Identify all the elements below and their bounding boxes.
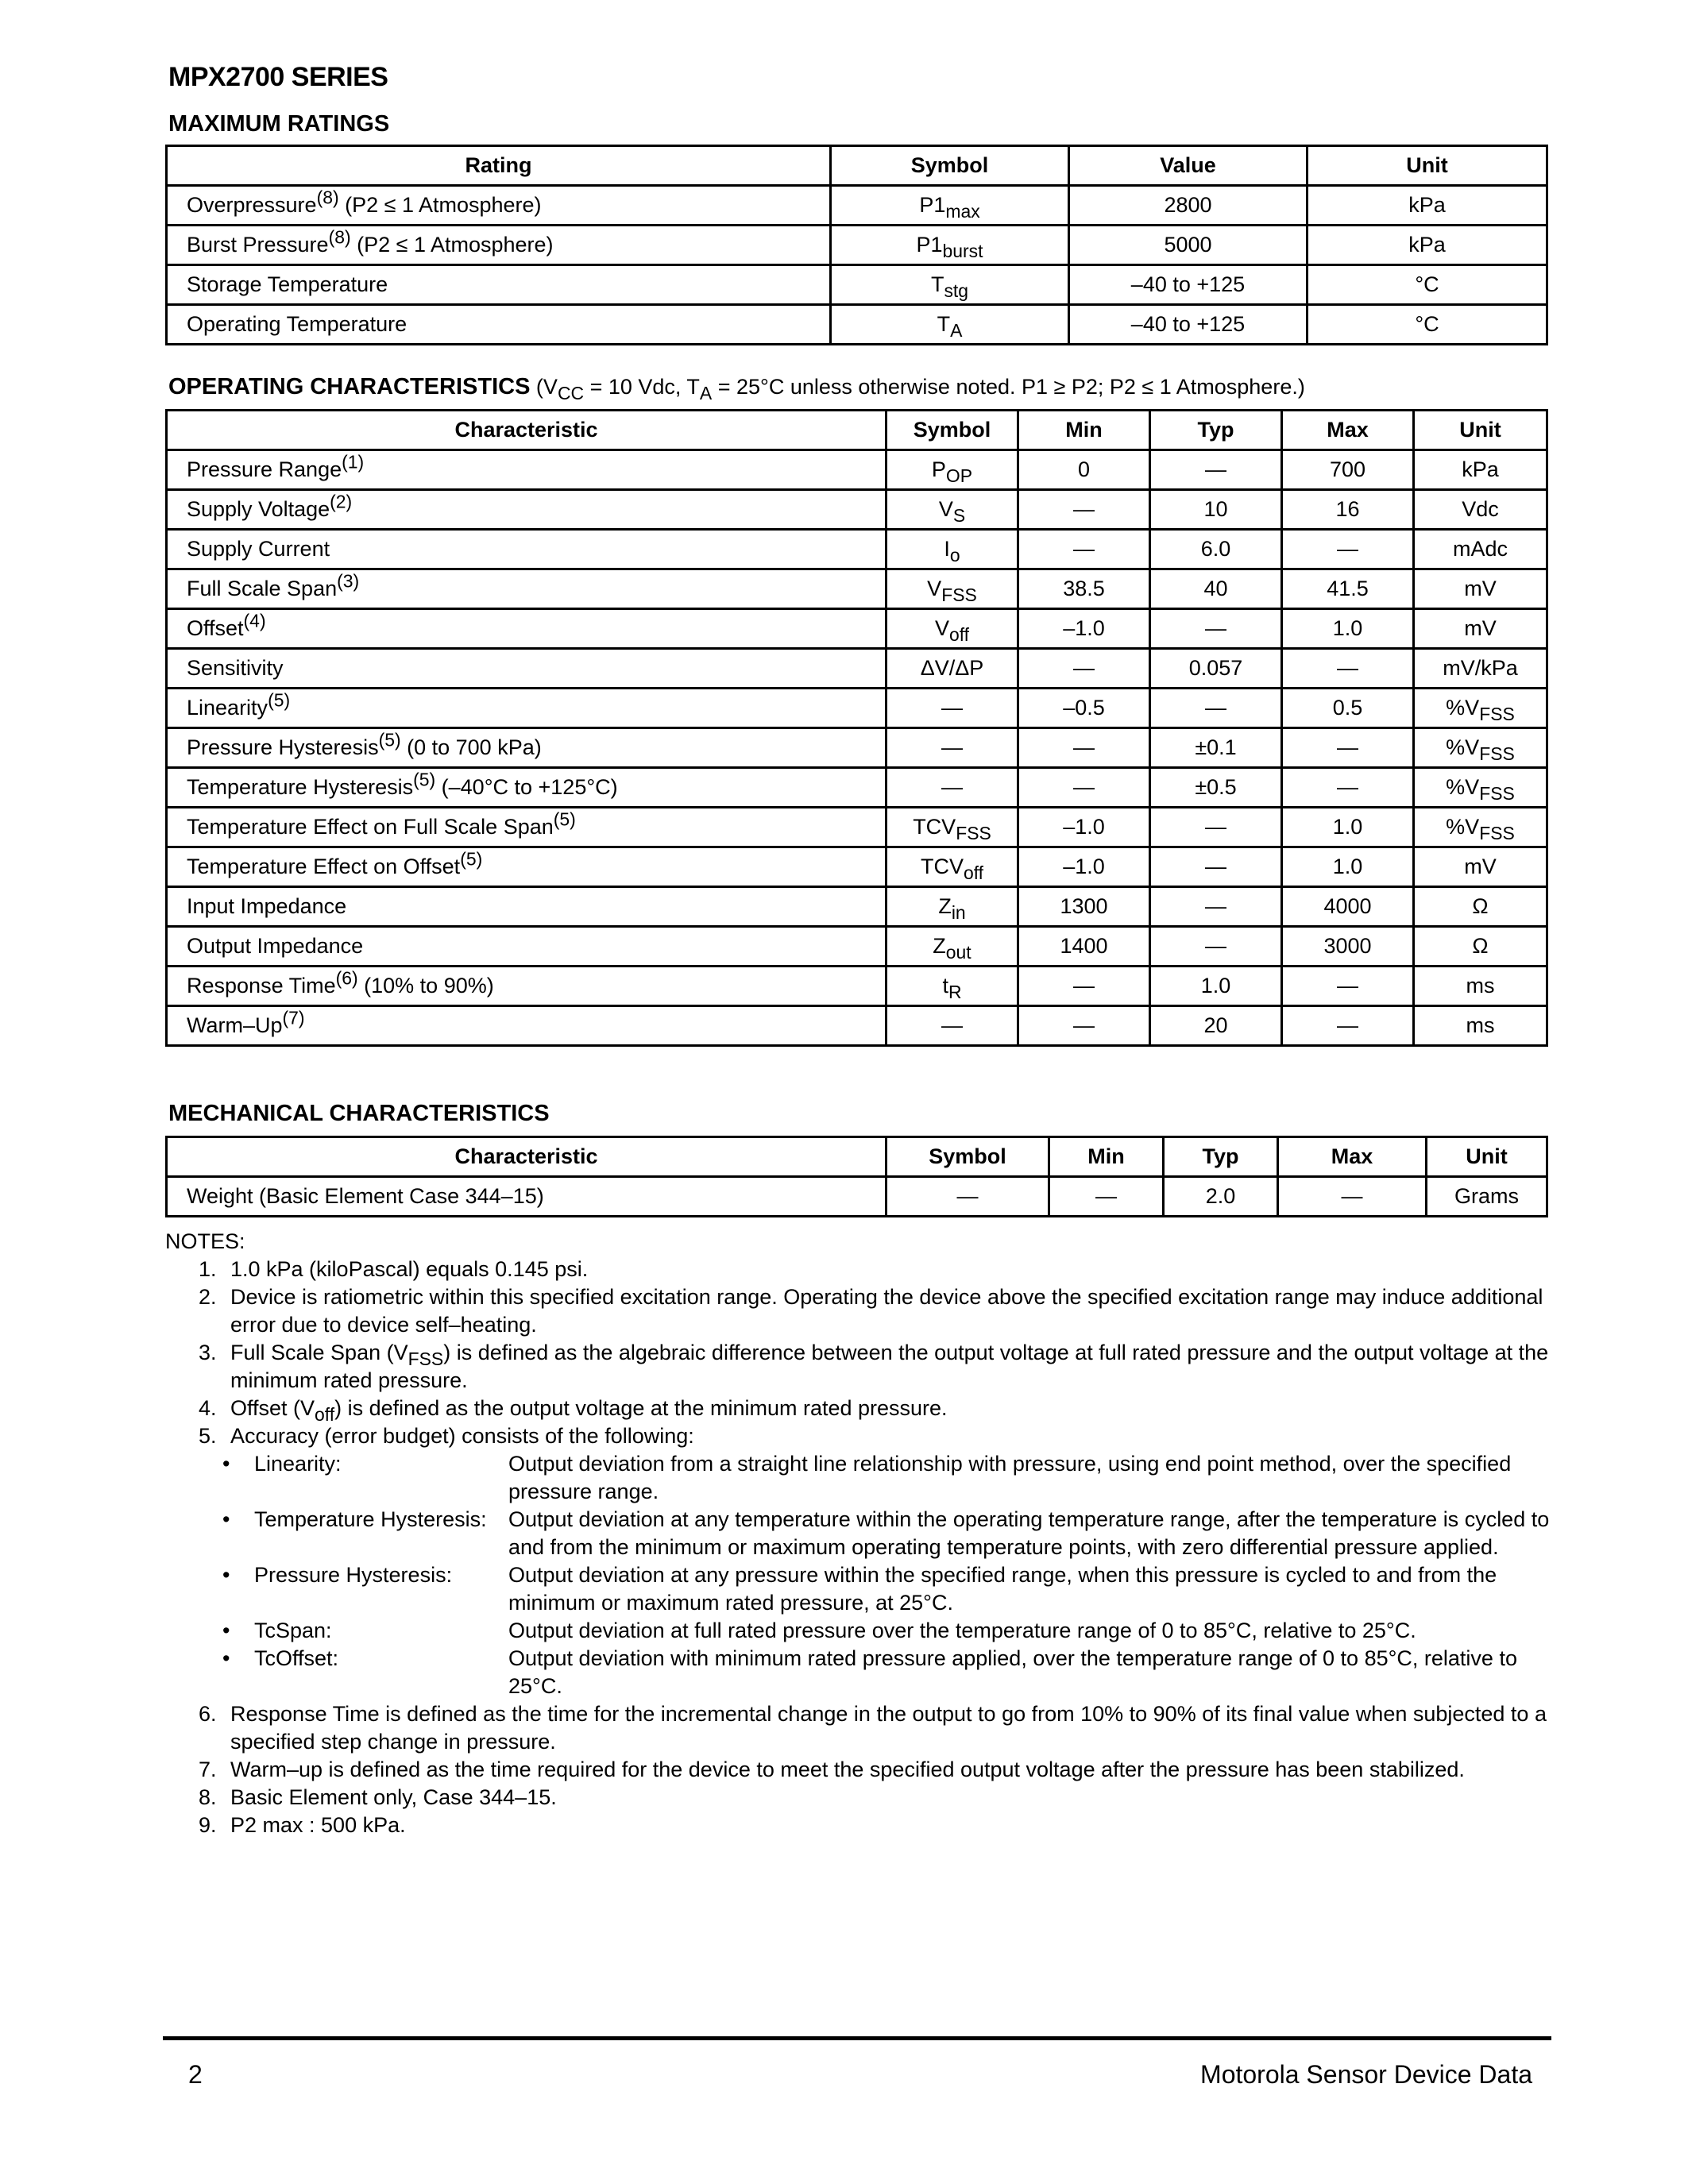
symbol-cell: — bbox=[886, 728, 1018, 768]
table-row bbox=[167, 305, 1547, 345]
note-item: 1. 1.0 kPa (kiloPascal) equals 0.145 psi. bbox=[199, 1257, 589, 1281]
rating-cell: Burst Pressure$^{(8)}$ (P2 ≤ 1 Atmosphere) bbox=[167, 226, 831, 265]
series-title: MPX2700 SERIES bbox=[168, 62, 388, 92]
unit-cell: $\%V_{FSS}$ bbox=[1414, 768, 1547, 808]
table-row bbox=[167, 768, 1547, 808]
table-row bbox=[167, 689, 1547, 728]
unit-cell: Vdc bbox=[1414, 490, 1547, 530]
min-cell: 38.5 bbox=[1018, 569, 1150, 609]
note-item: 4. Offset $(V_{off})$ is defined as the output voltage at the minimum rated pressure. bbox=[199, 1396, 948, 1425]
characteristic-cell: Supply Voltage$^{(2)}$ bbox=[167, 490, 886, 530]
symbol-cell: $I_o$ bbox=[886, 530, 1018, 569]
symbol-cell: $P1_{max}$ bbox=[831, 186, 1069, 226]
characteristic-cell: Linearity$^{(5)}$ bbox=[167, 689, 886, 728]
max-cell: 0.5 bbox=[1282, 689, 1414, 728]
col-header: Max bbox=[1282, 411, 1414, 450]
min-cell: 0 bbox=[1018, 450, 1150, 490]
min-cell: — bbox=[1018, 530, 1150, 569]
col-header: Min bbox=[1049, 1137, 1164, 1177]
table-header-row bbox=[167, 146, 1547, 186]
col-header: Typ bbox=[1164, 1137, 1278, 1177]
unit-cell: kPa bbox=[1414, 450, 1547, 490]
min-cell: 1300 bbox=[1018, 887, 1150, 927]
typ-cell: — bbox=[1150, 808, 1282, 847]
max-cell: — bbox=[1282, 649, 1414, 689]
rating-cell: Storage Temperature bbox=[167, 265, 831, 305]
characteristic-cell: Full Scale Span$^{(3)}$ bbox=[167, 569, 886, 609]
min-cell: — bbox=[1018, 490, 1150, 530]
typ-cell: — bbox=[1150, 847, 1282, 887]
unit-cell: Grams bbox=[1427, 1177, 1547, 1217]
unit-cell: mAdc bbox=[1414, 530, 1547, 569]
symbol-cell: $TCV_{off}$ bbox=[886, 847, 1018, 887]
typ-cell: 1.0 bbox=[1150, 967, 1282, 1006]
symbol-cell: $T_A$ bbox=[831, 305, 1069, 345]
typ-cell: 20 bbox=[1150, 1006, 1282, 1046]
unit-cell: $\%V_{FSS}$ bbox=[1414, 728, 1547, 768]
note-bullet: • TcOffset: Output deviation with minimum rated pressure applied, over the temperature range of 0 to 85°C, relative to 25°C. bbox=[222, 1646, 1517, 1698]
col-header: Max bbox=[1278, 1137, 1427, 1177]
unit-cell: $\%V_{FSS}$ bbox=[1414, 808, 1547, 847]
operating-conditions: ($V_{CC} = 10$ Vdc, $T_A = 25^\circ C$ unless otherwise noted. P1 ≥ P2; P2 ≤ 1 Atmosphere.) bbox=[530, 375, 1305, 403]
max-cell: — bbox=[1282, 530, 1414, 569]
page-number: 2 bbox=[188, 2060, 203, 2089]
table-row bbox=[167, 1177, 1547, 1217]
unit-cell: ms bbox=[1414, 967, 1547, 1006]
symbol-cell: $V_{FSS}$ bbox=[886, 569, 1018, 609]
table-row bbox=[167, 808, 1547, 847]
table-row bbox=[167, 927, 1547, 967]
col-header: Symbol bbox=[886, 411, 1018, 450]
unit-cell: mV bbox=[1414, 847, 1547, 887]
table-row bbox=[167, 967, 1547, 1006]
symbol-cell: $T_{stg}$ bbox=[831, 265, 1069, 305]
typ-cell: — bbox=[1150, 609, 1282, 649]
col-header: Unit bbox=[1414, 411, 1547, 450]
symbol-cell: — bbox=[886, 1177, 1049, 1217]
unit-cell: ms bbox=[1414, 1006, 1547, 1046]
rating-cell: Overpressure$^{(8)}$ (P2 ≤ 1 Atmosphere) bbox=[167, 186, 831, 226]
min-cell: 1400 bbox=[1018, 927, 1150, 967]
col-header: Unit bbox=[1427, 1137, 1547, 1177]
symbol-cell: — bbox=[886, 689, 1018, 728]
max-cell: 1.0 bbox=[1282, 609, 1414, 649]
max-cell: 3000 bbox=[1282, 927, 1414, 967]
table-row bbox=[167, 569, 1547, 609]
typ-cell: — bbox=[1150, 450, 1282, 490]
table-row bbox=[167, 490, 1547, 530]
col-header: Typ bbox=[1150, 411, 1282, 450]
note-item: 2. Device is ratiometric within this specified excitation range. Operating the device above the specified excitation range may induce additional error due to device self–heating. bbox=[199, 1285, 1543, 1337]
col-header: Symbol bbox=[886, 1137, 1049, 1177]
typ-cell: 40 bbox=[1150, 569, 1282, 609]
characteristic-cell: Temperature Hysteresis$^{(5)}$ (–40°C to +125°C) bbox=[167, 768, 886, 808]
min-cell: — bbox=[1018, 1006, 1150, 1046]
note-bullet: • TcSpan: Output deviation at full rated pressure over the temperature range of 0 to 85°C, relative to 25°C. bbox=[222, 1619, 1416, 1642]
note-item: 8. Basic Element only, Case 344–15. bbox=[199, 1785, 557, 1809]
max-cell: — bbox=[1282, 1006, 1414, 1046]
symbol-cell: $Z_{out}$ bbox=[886, 927, 1018, 967]
typ-cell: — bbox=[1150, 887, 1282, 927]
col-header: Value bbox=[1069, 146, 1308, 186]
characteristic-cell: Temperature Effect on Offset$^{(5)}$ bbox=[167, 847, 886, 887]
symbol-cell: $V_{off}$ bbox=[886, 609, 1018, 649]
table-row bbox=[167, 450, 1547, 490]
symbol-cell: ΔV/ΔP bbox=[886, 649, 1018, 689]
symbol-cell: $V_S$ bbox=[886, 490, 1018, 530]
note-item: 5. Accuracy (error budget) consists of the following: bbox=[199, 1424, 694, 1448]
min-cell: –1.0 bbox=[1018, 808, 1150, 847]
characteristic-cell: Offset$^{(4)}$ bbox=[167, 609, 886, 649]
unit-cell: °C bbox=[1308, 305, 1547, 345]
typ-cell: 2.0 bbox=[1164, 1177, 1278, 1217]
max-ratings-table bbox=[165, 145, 1548, 345]
value-cell: –40 to +125 bbox=[1069, 265, 1308, 305]
min-cell: — bbox=[1018, 768, 1150, 808]
min-cell: — bbox=[1018, 649, 1150, 689]
unit-cell: mV/kPa bbox=[1414, 649, 1547, 689]
min-cell: — bbox=[1018, 967, 1150, 1006]
value-cell: –40 to +125 bbox=[1069, 305, 1308, 345]
characteristic-cell: Response Time$^{(6)}$ (10% to 90%) bbox=[167, 967, 886, 1006]
note-bullet: • Pressure Hysteresis: Output deviation at any pressure within the specified range, when this pressure is cycled to and from the minimum or maximum rated pressure, at 25°C. bbox=[222, 1563, 1497, 1615]
note-item: 3. Full Scale Span $(V_{FSS})$ is defined as the algebraic difference between the output voltage at full rated pressure and the output voltage at the minimum rated pressure. bbox=[199, 1341, 1549, 1392]
typ-cell: 0.057 bbox=[1150, 649, 1282, 689]
operating-title: OPERATING CHARACTERISTICS ($V_{CC} = 10$ Vdc, $T_A = 25^\circ C$ unless otherwise noted. P1 ≥ P2; P2 ≤ 1 Atmosphere.) bbox=[168, 374, 1305, 403]
table-row bbox=[167, 887, 1547, 927]
characteristic-cell: Pressure Hysteresis$^{(5)}$ (0 to 700 kPa) bbox=[167, 728, 886, 768]
max-cell: 1.0 bbox=[1282, 847, 1414, 887]
table-header-row bbox=[167, 411, 1547, 450]
note-bullet: • Linearity: Output deviation from a straight line relationship with pressure, using end point method, over the specified pressure range. bbox=[222, 1452, 1512, 1503]
typ-cell: — bbox=[1150, 927, 1282, 967]
unit-cell: mV bbox=[1414, 569, 1547, 609]
unit-cell: Ω bbox=[1414, 927, 1547, 967]
characteristic-cell: Input Impedance bbox=[167, 887, 886, 927]
mechanical-table bbox=[165, 1136, 1548, 1217]
symbol-cell: $P_{OP}$ bbox=[886, 450, 1018, 490]
table-row bbox=[167, 1006, 1547, 1046]
max-cell: 16 bbox=[1282, 490, 1414, 530]
note-item: 6. Response Time is defined as the time for the incremental change in the output to go from 10% to 90% of its final value when subjected to a specified step change in pressure. bbox=[199, 1702, 1547, 1754]
symbol-cell: — bbox=[886, 768, 1018, 808]
symbol-cell: $P1_{burst}$ bbox=[831, 226, 1069, 265]
note-bullet: • Temperature Hysteresis: Output deviation at any temperature within the operating temperature range, after the temperature is cycled to and from the minimum or maximum operating temperature points, with zero differential pressure applied. bbox=[222, 1507, 1550, 1559]
unit-cell: Ω bbox=[1414, 887, 1547, 927]
table-row bbox=[167, 530, 1547, 569]
typ-cell: ±0.5 bbox=[1150, 768, 1282, 808]
col-header: Rating bbox=[167, 146, 831, 186]
value-cell: 2800 bbox=[1069, 186, 1308, 226]
table-row bbox=[167, 265, 1547, 305]
symbol-cell: $t_R$ bbox=[886, 967, 1018, 1006]
max-cell: 41.5 bbox=[1282, 569, 1414, 609]
characteristic-cell: Warm–Up$^{(7)}$ bbox=[167, 1006, 886, 1046]
col-header: Characteristic bbox=[167, 1137, 886, 1177]
max-cell: — bbox=[1278, 1177, 1427, 1217]
operating-table bbox=[165, 409, 1548, 1047]
unit-cell: mV bbox=[1414, 609, 1547, 649]
max-cell: — bbox=[1282, 967, 1414, 1006]
value-cell: 5000 bbox=[1069, 226, 1308, 265]
notes-title: NOTES: bbox=[165, 1229, 245, 1253]
typ-cell: — bbox=[1150, 689, 1282, 728]
max-cell: 4000 bbox=[1282, 887, 1414, 927]
mechanical-title: MECHANICAL CHARACTERISTICS bbox=[168, 1101, 550, 1126]
max-cell: — bbox=[1282, 768, 1414, 808]
footer-source: Motorola Sensor Device Data bbox=[1200, 2060, 1532, 2089]
min-cell: –0.5 bbox=[1018, 689, 1150, 728]
col-header: Min bbox=[1018, 411, 1150, 450]
min-cell: –1.0 bbox=[1018, 609, 1150, 649]
col-header: Symbol bbox=[831, 146, 1069, 186]
symbol-cell: — bbox=[886, 1006, 1018, 1046]
characteristic-cell: Supply Current bbox=[167, 530, 886, 569]
unit-cell: kPa bbox=[1308, 186, 1547, 226]
table-row bbox=[167, 728, 1547, 768]
typ-cell: 6.0 bbox=[1150, 530, 1282, 569]
min-cell: — bbox=[1018, 728, 1150, 768]
col-header: Unit bbox=[1308, 146, 1547, 186]
typ-cell: ±0.1 bbox=[1150, 728, 1282, 768]
characteristic-cell: Weight (Basic Element Case 344–15) bbox=[167, 1177, 886, 1217]
symbol-cell: $TCV_{FSS}$ bbox=[886, 808, 1018, 847]
min-cell: — bbox=[1049, 1177, 1164, 1217]
unit-cell: kPa bbox=[1308, 226, 1547, 265]
typ-cell: 10 bbox=[1150, 490, 1282, 530]
note-item: 7. Warm–up is defined as the time required for the device to meet the specified output voltage after the pressure has been stabilized. bbox=[199, 1758, 1465, 1781]
footer-divider bbox=[163, 2036, 1551, 2040]
unit-cell: °C bbox=[1308, 265, 1547, 305]
table-row bbox=[167, 186, 1547, 226]
characteristic-cell: Pressure Range$^{(1)}$ bbox=[167, 450, 886, 490]
col-header: Characteristic bbox=[167, 411, 886, 450]
max-cell: 1.0 bbox=[1282, 808, 1414, 847]
characteristic-cell: Temperature Effect on Full Scale Span$^{(5)}$ bbox=[167, 808, 886, 847]
notes-section bbox=[165, 1228, 1551, 1839]
characteristic-cell: Sensitivity bbox=[167, 649, 886, 689]
table-row bbox=[167, 609, 1547, 649]
max-cell: 700 bbox=[1282, 450, 1414, 490]
rating-cell: Operating Temperature bbox=[167, 305, 831, 345]
min-cell: –1.0 bbox=[1018, 847, 1150, 887]
symbol-cell: $Z_{in}$ bbox=[886, 887, 1018, 927]
table-header-row bbox=[167, 1137, 1547, 1177]
characteristic-cell: Output Impedance bbox=[167, 927, 886, 967]
note-item: 9. P2 max : 500 kPa. bbox=[199, 1813, 406, 1837]
max-ratings-title: MAXIMUM RATINGS bbox=[168, 111, 390, 137]
table-row bbox=[167, 847, 1547, 887]
table-row bbox=[167, 226, 1547, 265]
max-cell: — bbox=[1282, 728, 1414, 768]
table-row bbox=[167, 649, 1547, 689]
unit-cell: $\%V_{FSS}$ bbox=[1414, 689, 1547, 728]
